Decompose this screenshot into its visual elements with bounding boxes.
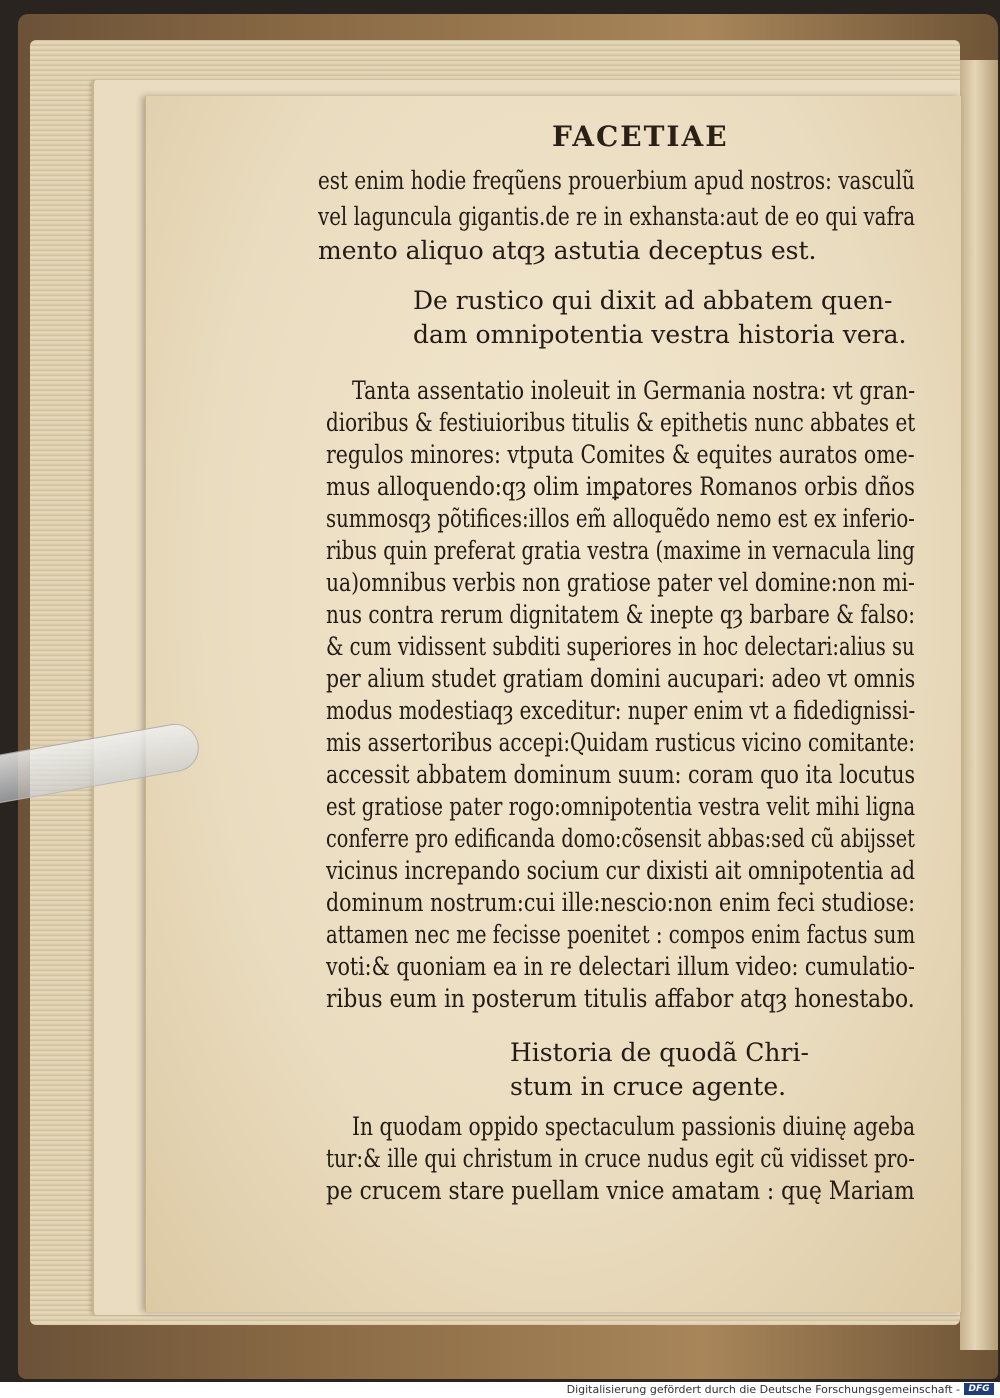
text-line: nus contra rerum dignitatem & inepte qȝ barbare & falso: — [326, 600, 915, 629]
text-line: vicinus increpando socium cur dixisti ait omnipotentia ad — [326, 856, 916, 885]
text-line: per alium studet gratiam domini aucupari: adeo vt omnis — [326, 664, 916, 693]
text-line: conferre pro edificanda domo:cõsensit abbas:sed cũ abijsset — [326, 824, 915, 853]
text-line: pe crucem stare puellam vnice amatam : quę Mariam — [326, 1176, 915, 1205]
digitization-credit: Digitalisierung gefördert durch die Deutsche Forschungsgemeinschaft - — [566, 1383, 960, 1396]
text-line: attamen nec me fecisse poenitet : compos enim factus sum — [326, 920, 916, 949]
text-line: Tanta assentatio inoleuit in Germania nostra: vt gran- — [352, 376, 916, 405]
text-line: summosqȝ põtifices:illos em̃ alloquẽdo nemo est ex inferio- — [326, 504, 915, 533]
text-line: vel laguncula gigantis.de re in exhansta:aut de eo qui vafra — [318, 202, 916, 231]
text-line: accessit abbatem dominum suum: coram quo ita locutus — [326, 760, 916, 789]
text-line: mus alloquendo:qȝ olim imꝑatores Romanos orbis dños — [326, 472, 915, 501]
text-line: tur:& ille qui christum in cruce nudus egit cũ vidisset pro- — [326, 1144, 915, 1173]
text-line: modus modestiaqȝ exceditur: nuper enim vt a fidedignissi- — [326, 696, 916, 725]
dfg-logo: DFG — [964, 1383, 994, 1395]
section-heading-line: Historia de quodã Chri- — [510, 1038, 809, 1067]
text-line: mento aliquo atqȝ astutia deceptus est. — [318, 236, 817, 265]
text-line: est gratiose pater rogo:omnipotentia vestra velit mihi ligna — [326, 792, 916, 821]
section-heading-line: De rustico qui dixit ad abbatem quen- — [413, 286, 893, 315]
section-heading-line: stum in cruce agente. — [510, 1072, 787, 1101]
text-line: dominum nostrum:cui ille:nescio:non enim feci studiose: — [326, 888, 916, 917]
text-line: ribus eum in posterum titulis affabor atqȝ honestabo. — [326, 984, 915, 1013]
running-header: FACETIAE — [552, 120, 729, 153]
facing-page-edge — [960, 60, 998, 1350]
text-line: & cum vidissent subditi superiores in hoc delectari:alius su — [326, 632, 915, 661]
text-line: dioribus & festiuioribus titulis & epithetis nunc abbates et — [326, 408, 916, 437]
text-line: ribus quin preferat gratia vestra (maxime in vernacula ling — [326, 536, 915, 565]
section-heading-line: dam omnipotentia vestra historia vera. — [413, 320, 907, 349]
text-line: regulos minores: vtputa Comites & equites auratos ome- — [326, 440, 915, 469]
text-line: voti:& quoniam ea in re delectari illum video: cumulatio- — [326, 952, 915, 981]
text-line: In quodam oppido spectaculum passionis diuinę ageba — [352, 1112, 916, 1141]
text-line: ua)omnibus verbis non gratiose pater vel domine:non mi- — [326, 568, 915, 597]
text-line: est enim hodie freqũens prouerbium apud nostros: vasculũ — [318, 166, 915, 195]
text-line: mis assertoribus accepi:Quidam rusticus vicino comitante: — [326, 728, 916, 757]
